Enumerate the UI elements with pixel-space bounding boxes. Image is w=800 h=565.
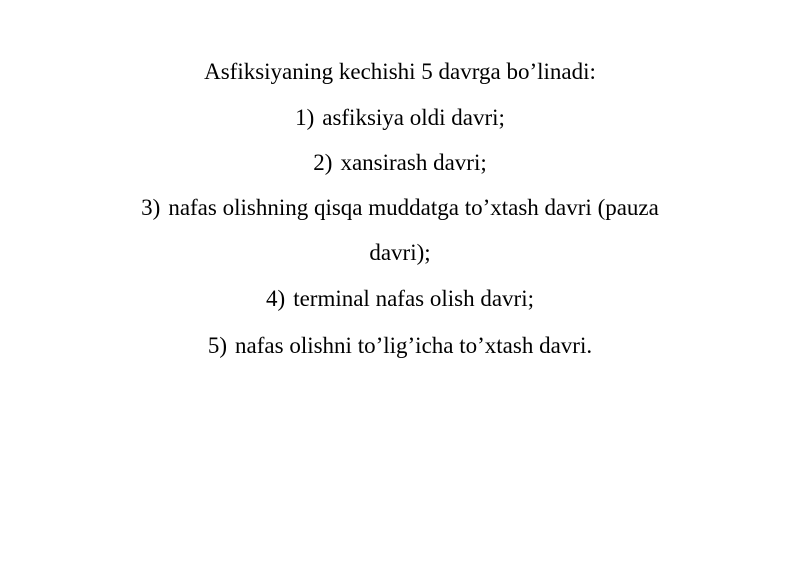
list-item-number: 1) (295, 105, 315, 130)
list-item (0, 104, 800, 132)
list-item-number: 3) (141, 195, 161, 220)
list-item (0, 194, 800, 222)
list-item-number: 2) (313, 150, 333, 175)
list-item (0, 149, 800, 177)
list-item-text: nafas olishning qisqa muddatga to’xtash davri (pauza (168, 195, 659, 220)
list-item-continuation: davri); (369, 240, 431, 265)
intro-text: Asfiksiyaning kechishi 5 davrga bo’linadi: (204, 59, 596, 84)
list-item-text: asfiksiya oldi davri; (322, 105, 505, 130)
list-item-number: 5) (207, 333, 228, 358)
list-item (0, 332, 800, 360)
list-item-text: terminal nafas olish davri; (293, 286, 534, 311)
list-item-text: nafas olishni to’lig’icha to’xtash davri. (235, 333, 593, 358)
list-item-text: xansirash davri; (340, 150, 487, 175)
list-item (0, 285, 800, 313)
list-item-number: 4) (266, 286, 286, 311)
